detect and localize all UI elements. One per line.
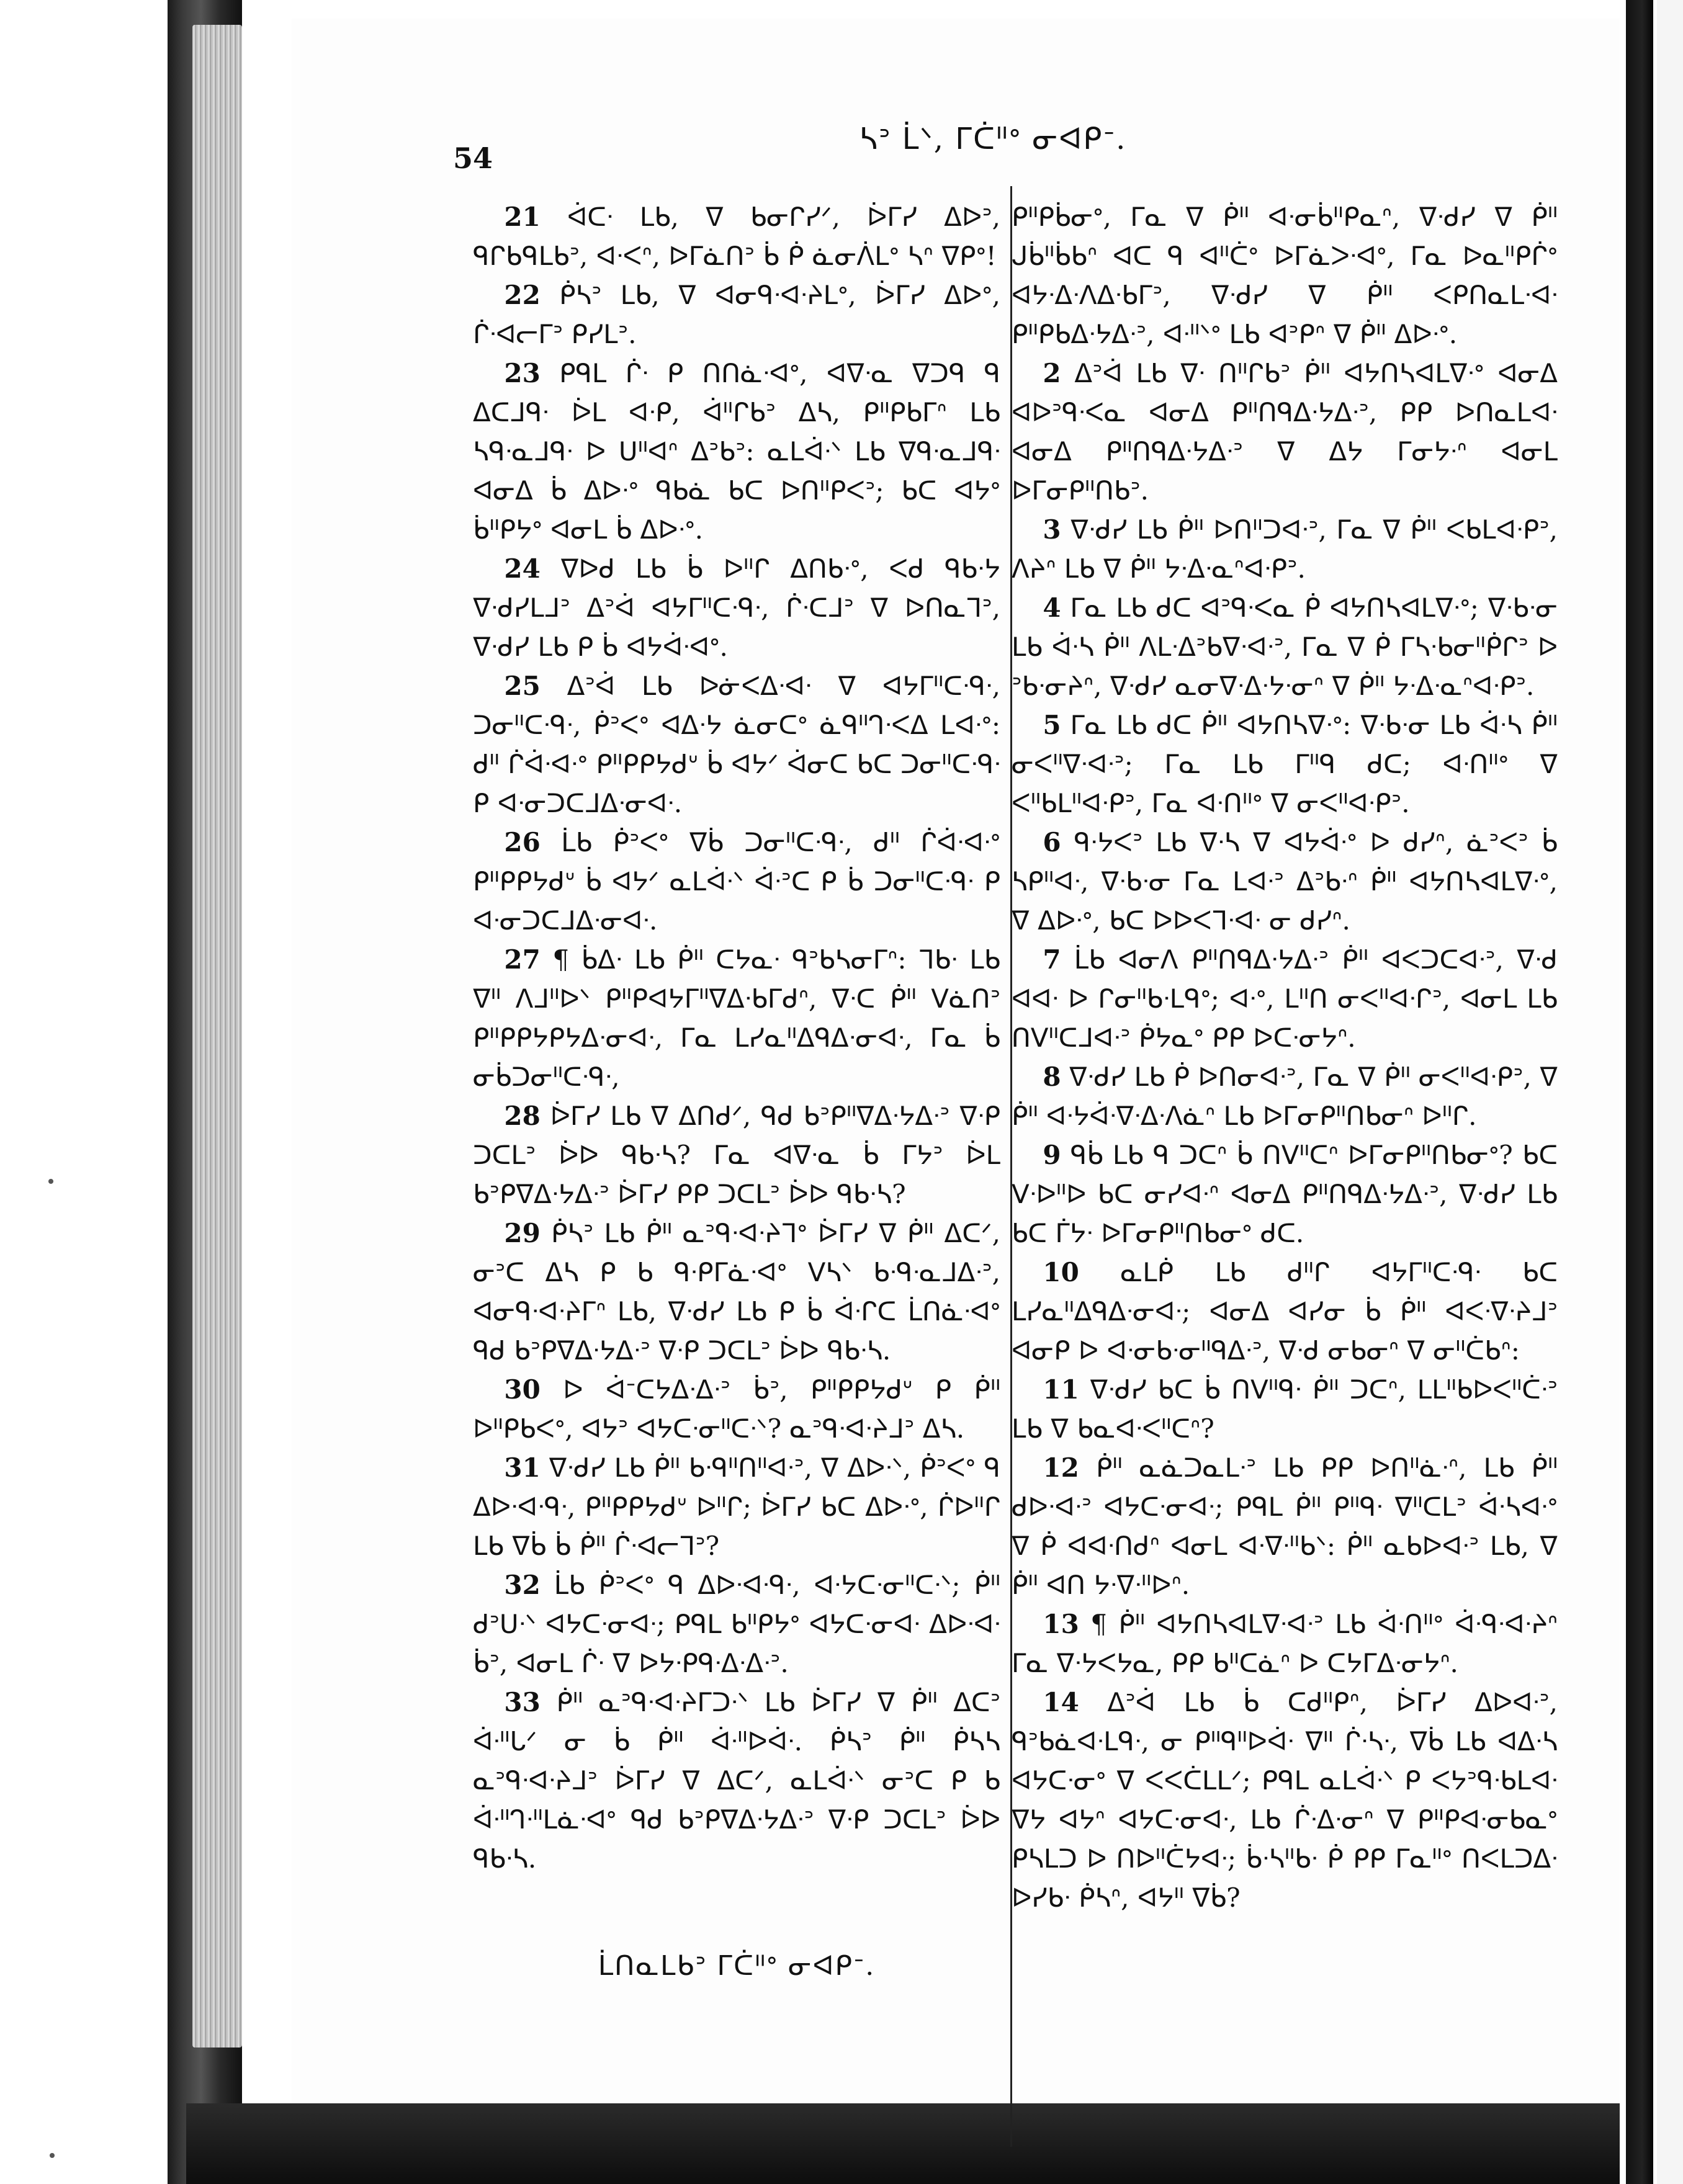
verse-number: 24: [504, 553, 541, 584]
verse-text: ᒫᑲ ᑮᐣᐸᐤ ᐁᑳ ᑐᓂᐦᑕᐧᑫᐧ, ᑯᐦ ᒌᐋᐧᐊᐧᐤ ᑭᐦᑭᑭᔭᑯᐡ ᑳ ᐊᔭᐟ ᓇᒪᐋᐧᐠ ᐋᐧᐣᑕ ᑭ ᑳ ᑐᓂᐦᑕᐧᑫᐧ ᑭ ᐊᐧᓂᑐᑕᒧᐃᐧᓂᐊᐧ.: [473, 827, 1000, 936]
verse-paragraph: [1012, 588, 1558, 705]
verse-number: 12: [1043, 1452, 1079, 1483]
verse-paragraph: [1012, 1604, 1558, 1683]
verse-paragraph: [1012, 1683, 1558, 1917]
verse-text: ᐁᐧᑯᓯ ᒪᑲ ᑮ ᐅᑎᓂᐊᐧᐣ, ᒥᓇ ᐁ ᑮᐦ ᓂᐸᐦᐊᐧᑭᐣ, ᐁ ᑮᐦ ᐊᐧᔭᐋᐧᐁᐧᐃᐧᐱᓈᐢ ᒪᑲ ᐅᒥᓂᑭᐦᑎᑲᓂᐢ ᐅᐦᒋ.: [1012, 1062, 1558, 1131]
verse-paragraph: [1012, 197, 1558, 354]
verse-text: ᓇᒪᑮ ᒪᑲ ᑯᐦᒋ ᐊᔭᒥᐦᑕᐧᑫᐧ ᑲᑕ ᒪᓯᓇᐦᐃᑫᐃᐧᓂᐊᐧ; ᐊᓂᐃ ᐊᓯᓂ ᑳ ᑮᐦ ᐊᐸᐧᐁᐧᔨᒧᐣ ᐊᓂᑭ ᐅ ᐊᐧᓂᑲᐧᓂᐦᑫᐃᐧᐣ, ᐁᐧᑯ ᓂᑲᓂᐢ ᐁ ᓂᐦᑖᑲᐢ:: [1012, 1257, 1558, 1366]
verse-paragraph: [473, 1448, 1000, 1565]
verse-paragraph: [473, 1565, 1000, 1683]
verse-number: 11: [1043, 1374, 1079, 1405]
right-column: [987, 197, 1558, 1917]
scan-background-left: [0, 0, 161, 2184]
verse-number: 23: [504, 358, 541, 388]
verse-number: 8: [1043, 1062, 1061, 1092]
verse-number: 31: [504, 1452, 541, 1483]
verse-text: ᐆᒥᓯ ᒪᑲ ᐁ ᐃᑎᑯᐟ, ᑫᑯ ᑲᐣᑭᐦᐁᐃᐧᔭᐃᐧᐣ ᐁᐧᑭ ᑐᑕᒪᐣ ᐆᐅ ᑫᑲᐧᓴ? ᒥᓇ ᐊᐁᐧᓇ ᑳ ᒥᔭᐣ ᐆᒪ ᑲᐣᑭᐁᐃᐧᔭᐃᐧᐣ ᐆᒥᓯ ᑭᑭ ᑐᑕᒪᐣ ᐆᐅ ᑫᑲᐧᓴ?: [473, 1101, 1000, 1209]
verse-text: ᑮᐦ ᓇᓈᑐᓇᒪᐧᐣ ᒪᑲ ᑭᑭ ᐅᑎᐦᓈᐧᐢ, ᒪᑲ ᑮᐦ ᑯᐅᐧᐊᐧᐣ ᐊᔭᑕᐧᓂᐊᐧ; ᑭᑫᒪ ᑮᐦ ᑭᐦᑫᐧ ᐁᐦᑕᒪᐣ ᐋᐧᓴᐊᐧᐤ ᐁ ᑮ ᐊᐊᐧᑎᑯᐢ ᐊᓂᒪ ᐊᐧᐁᐧᐦᑲᐠ: ᑮᐦ ᓇᑲᐅᐊᐧᐣ ᒪᑲ, ᐁ ᑮᐦ ᐊᑎ ᔭᐧᐁᐧᐦᐅᐢ.: [1012, 1452, 1558, 1600]
verse-paragraph: [1012, 705, 1558, 823]
verse-paragraph: [473, 354, 1000, 549]
verse-number: 25: [504, 671, 541, 701]
verse-number: 27: [504, 944, 541, 975]
verse-number: 29: [504, 1218, 541, 1248]
verse-paragraph: [1012, 1253, 1558, 1370]
verse-number: 5: [1043, 710, 1061, 740]
verse-text: ¶ ᑮᐦ ᐊᔭᑎᓴᐊᒪᐁᐧᐊᐧᐣ ᒪᑲ ᐋᐧᑎᐦᐤ ᐋᐧᑫᐧᐊᐧᔨᐢ ᒥᓇ ᐁᐧᔭᐸᔭᓇ, ᑭᑭ ᑲᐦᑕᓈᐢ ᐅ ᑕᔭᒥᐃᐧᓂᔭᐢ.: [1012, 1609, 1558, 1678]
verse-number: 2: [1043, 358, 1061, 388]
verse-paragraph: [1012, 940, 1558, 1057]
verse-paragraph: [473, 549, 1000, 666]
verse-paragraph: [473, 1370, 1000, 1448]
verse-number: 6: [1043, 827, 1061, 857]
verse-text: ᑮᐦ ᓇᐣᑫᐧᐊᐧᔨᒥᑐᐧᐠ ᒪᑲ ᐆᒥᓯ ᐁ ᑮᐦ ᐃᑕᐣ ᐋᐧᐦᒐᐟ ᓂ ᑳ ᑮᐦ ᐋᐧᐦᐅᐋᐧ. ᑮᓴᐣ ᑮᐦ ᑮᓴᓴ ᓇᐣᑫᐧᐊᐧᔨᒧᐣ ᐆᒥᓯ ᐁ ᐃᑕᐟ, ᓇᒪᐋᐧᐠ ᓂᐣᑕ ᑭ ᑲ ᐋᐧᐦᒉᐧᐦᒪᓈᐧᐊᐤ ᑫᑯ ᑲᐣᑭᐁᐃᐧᔭᐃᐧᐣ ᐁᐧᑭ ᑐᑕᒪᐣ ᐆᐅ ᑫᑲᐧᓴ.: [473, 1687, 1000, 1874]
verse-number: 10: [1043, 1257, 1079, 1287]
verse-paragraph: [1012, 1057, 1558, 1135]
verse-paragraph: [1012, 823, 1558, 940]
verse-text: ᐅ ᐋᐨᑕᔭᐃᐧᐃᐧᐣ ᑳᐣ, ᑭᐦᑭᑭᔭᑯᐡ ᑭ ᑮᐦ ᐅᐦᑭᑲᐸᐤ, ᐊᔭᐣ ᐊᔭᑕᐧᓂᐦᑕᐧᐠ? ᓇᐣᑫᐧᐊᐧᔨᒧᐣ ᐃᓴ.: [473, 1374, 1000, 1444]
book-spine-edge: [168, 0, 242, 2184]
verse-number: 28: [504, 1101, 541, 1131]
verse-text: ᑫᑳ ᒪᑲ ᑫ ᑐᑕᐢ ᑳ ᑎᐯᐦᑕᐢ ᐅᒥᓂᑭᐦᑎᑲᓂᐤ? ᑲᑕ ᐯᐧᐅᐦᐅ ᑲᑕ ᓂᓯᐊᐧᐢ ᐊᓂᐃ ᑭᐦᑎᑫᐃᐧᔭᐃᐧᐣ, ᐁᐧᑯᓯ ᒪᑲ ᑲᑕ ᒦᔭᐧ ᐅᒥᓂᑭᐦᑎᑲᓂᐤ ᑯᑕ.: [1012, 1140, 1558, 1248]
verse-text: ᒫᑲ ᐊᓂᐱ ᑭᐦᑎᑫᐃᐧᔭᐃᐧᐣ ᑮᐦ ᐊᐸᑐᑕᐊᐧᐣ, ᐁᐧᑯ ᐊᐊᐧ ᐅ ᒋᓂᐦᑲᐧᒪᑫᐤ; ᐊᐧᐤ, ᒪᐦᑎ ᓂᐸᐦᐊᐧᒋᐣ, ᐊᓂᒪ ᒪᑲ ᑎᐯᐦᑕᒧᐊᐧᐣ ᑮᔭᓇᐤ ᑭᑭ ᐅᑕᐧᓂᔭᐢ.: [1012, 944, 1558, 1053]
scan-speck: [50, 2153, 55, 2158]
verse-text: ᐁᐧᑯᓯ ᒪᑲ ᑮᐦ ᑲᐧᑫᐦᑎᐦᐊᐧᐣ, ᐁ ᐃᐅᐧᐠ, ᑮᐣᐸᐤ ᑫ ᐃᐅᐧᐊᐧᑫᐧ, ᑭᐦᑭᑭᔭᑯᐡ ᐅᐦᒋ; ᐆᒥᓯ ᑲᑕ ᐃᐅᐧᐤ, ᒌᐅᐦᒋ ᒪᑲ ᐁᑳ ᑳ ᑮᐦ ᒌᐧᐊᓕᒣᐣ?: [473, 1452, 1000, 1561]
section-heading: ᒫᑎᓇᒪᑲᐣ ᒥᑖᐦᐤ ᓂᐊᑭᐨ.: [598, 1950, 876, 1982]
verse-number: 4: [1043, 593, 1061, 623]
verse-text: ¶ ᑳᐃᐧ ᒪᑲ ᑮᐦ ᑕᔭᓇᐧ ᑫᐣᑲᓴᓂᒥᐢ: ᒣᑲᐧ ᒪᑲ ᐁᐦ ᐱᒧᐦᐅᐠ ᑭᐦᑭᐊᔭᒥᐦᐁᐃᐧᑲᒥᑯᐢ, ᐁᐧᑕ ᑮᐦ ᐯᓈᑎᐣ ᑭᐦᑭᑭᔭᑭᔭᐃᐧᓂᐊᐧ, ᒥᓇ ᒪᓯᓇᐦᐃᑫᐃᐧᓂᐊᐧ, ᒥᓇ ᑳ ᓂᑳᑐᓂᐦᑕᐧᑫᐧ,: [473, 944, 1000, 1092]
verse-text: ᐃᐣᐋ ᒪᑲ ᐅᓃᐸᐃᐧᐊᐧ ᐁ ᐊᔭᒥᐦᑕᐧᑫᐧ, ᑐᓂᐦᑕᐧᑫᐧ, ᑮᐣᐸᐤ ᐊᐃᐧᔭ ᓈᓂᑕᐤ ᓈᑫᐦᒉᐧᐸᐃ ᒪᐊᐧᐤ: ᑯᐦ ᒌᐋᐧᐊᐧᐤ ᑭᐦᑭᑭᔭᑯᐡ ᑳ ᐊᔭᐟ ᐋᓂᑕ ᑲᑕ ᑐᓂᐦᑕᐧᑫᐧ ᑭ ᐊᐧᓂᑐᑕᒧᐃᐧᓂᐊᐧ.: [473, 671, 1000, 818]
verse-paragraph: [473, 666, 1000, 823]
scan-background-right: [1620, 0, 1683, 2184]
verse-paragraph: [473, 197, 1000, 275]
verse-number: 9: [1043, 1140, 1061, 1170]
verse-text: ᒫᑲ ᑮᐣᐸᐤ ᑫ ᐃᐅᐧᐊᐧᑫᐧ, ᐊᐧᔭᑕᐧᓂᐦᑕᐧᐠ; ᑮᐦ ᑯᐣᑌᐧᐠ ᐊᔭᑕᐧᓂᐊᐧ; ᑭᑫᒪ ᑲᐦᑭᔭᐤ ᐊᔭᑕᐧᓂᐊᐧ ᐃᐅᐧᐊᐧ ᑳᐣ, ᐊᓂᒪ ᒌᐧ ᐁ ᐅᔭᐧᑭᑫᐧᐃᐧᐃᐧᐣ.: [473, 1570, 1000, 1678]
verse-paragraph: [473, 1096, 1000, 1214]
scan-speck: [48, 1179, 53, 1184]
verse-paragraph: [1012, 354, 1558, 510]
verse-number: 13: [1043, 1609, 1079, 1639]
verse-number: 33: [504, 1687, 541, 1717]
verse-number: 26: [504, 827, 541, 857]
verse-text: ᒥᓇ ᒪᑲ ᑯᑕ ᐊᐣᑫᐧᐸᓇ ᑮ ᐊᔭᑎᓴᐊᒪᐁᐧᐤ; ᐁᐧᑲᐧᓂ ᒪᑲ ᐋᐧᓴ ᑮᐦ ᐱᒪᐧᐃᐣᑲᐁᐧᐊᐧᐣ, ᒥᓇ ᐁ ᑮ ᒥᓴᐧᑲᓂᐦᑮᒋᐣ ᐅ ᐣᑲᐧᓂᔨᐢ, ᐁᐧᑯᓯ ᓇᓂᐁᐧᐃᐧᔭᐧᓂᐢ ᐁ ᑮᐦ ᔭᐧᐃᐧᓇᐢᐊᐧᑭᐣ.: [1012, 593, 1558, 701]
verse-paragraph: [473, 1683, 1000, 1878]
left-column: [473, 197, 1000, 2045]
facing-page-edge: [1657, 0, 1683, 2184]
verse-number: 32: [504, 1570, 541, 1600]
facing-page-shadow: [1626, 0, 1653, 2184]
page-number: 54: [453, 141, 493, 175]
verse-text: ᑮᓴᐣ ᒪᑲ, ᐁ ᐊᓂᑫᐧᐊᐧᔨᒪᐤ, ᐆᒥᓯ ᐃᐅᐤ, ᒌᐧᐊᓕᒥᐣ ᑭᓯᒪᐣ.: [473, 280, 1000, 349]
page-block-edge: [192, 25, 242, 2048]
verse-text: ᐁᐧᑯᓯ ᑲᑕ ᑳ ᑎᐯᐦᑫᐧ ᑮᐦ ᑐᑕᐢ, ᒪᒪᐦᑲᐅᐸᐦᑖᐧᐣ ᒪᑲ ᐁ ᑲᓇᐊᐧᐸᐦᑕᐢ?: [1012, 1374, 1558, 1444]
verse-paragraph: [1012, 1135, 1558, 1253]
verse-number: 7: [1043, 944, 1061, 975]
verse-number: 22: [504, 280, 541, 310]
verse-text: ᐁᐅᑯ ᒪᑲ ᑳ ᐅᐦᒋ ᐃᑎᑲᐧᐤ, ᐸᑯ ᑫᑲᐧᔭ ᐁᐧᑯᓯᒪᒧᐣ ᐃᐣᐋ ᐊᔭᒥᐦᑕᐧᑫᐧ, ᒌᐧᑕᒧᐣ ᐁ ᐅᑎᓇᒣᐣ, ᐁᐧᑯᓯ ᒪᑲ ᑭ ᑳ ᐊᔭᐋᐧᐊᐤ.: [473, 553, 1000, 662]
verse-number: 3: [1043, 514, 1061, 545]
verse-text: ᐋᑕᐧ ᒪᑲ, ᐁ ᑲᓂᒋᓯᐟ, ᐆᒥᓯ ᐃᐅᐣ, ᑫᒋᑲᑫᒪᑲᐣ, ᐊᐧᐸᐢ, ᐅᒥᓈᑎᐣ ᑳ ᑮ ᓈᓂᐲᒪᐤ ᓴᐢ ᐁᑭᐤ!: [473, 202, 1000, 271]
verse-number: 30: [504, 1374, 541, 1405]
verse-text: ᑫᐧᔭᐸᐣ ᒪᑲ ᐁᐧᓴ ᐁ ᐊᔭᐋᐧᐤ ᐅ ᑯᓯᐢ, ᓈᐣᐸᐣ ᑳ ᓴᑭᐦᐊᐧ, ᐁᐧᑲᐧᓂ ᒥᓇ ᒪᐊᐧᐣ ᐃᐣᑲᐧᐢ ᑮᐦ ᐊᔭᑎᓴᐊᒪᐁᐧᐤ, ᐁ ᐃᐅᐧᐤ, ᑲᑕ ᐅᐅᐸᒣᐧᐊᐧ ᓂ ᑯᓯᐢ.: [1012, 827, 1558, 936]
verse-text: ᑭᐦᑭᑳᓂᐤ, ᒥᓇ ᐁ ᑮᐦ ᐊᐧᓂᑳᐦᑭᓇᐢ, ᐁᐧᑯᓯ ᐁ ᑮᐦ ᒍᑳᐦᑳᑲᐢ ᐊᑕ ᑫ ᐊᐦᑖᐤ ᐅᒥᓈᐳᐧᐊᐤ, ᒥᓇ ᐅᓇᐦᑭᒌᐤ ᐊᔭᐧᐃᐧᐱᐃᐧᑲᒥᐣ, ᐁᐧᑯᓯ ᐁ ᑮᐦ ᐸᑭᑎᓇᒪᐧᐊᐧ ᑭᐦᑭᑲᐃᐧᔭᐃᐧᐣ, ᐊᐧᐦᐠᐤ ᒪᑲ ᐊᐣᑭᐢ ᐁ ᑮᐦ ᐃᐅᐧᐤ.: [1012, 202, 1558, 349]
verse-paragraph: [1012, 1370, 1558, 1448]
book-bottom-edge: [186, 2103, 1632, 2184]
verse-paragraph: [1012, 510, 1558, 588]
verse-text: ᐃᐣᐋ ᒪᑲ ᑳ ᑕᑯᐦᑭᐢ, ᐆᒥᓯ ᐃᐅᐊᐧᐣ, ᑫᐣᑲᓈᐊᐧᒪᑫᐧ, ᓂ ᑭᐦᑫᐦᐅᐋᐧ ᐁᐦ ᒌᐧᓴᐧ, ᐁᑳ ᒪᑲ ᐊᐃᐧᓴ ᐊᔭᑕᐧᓂᐤ ᐁ ᐸᐸᑖᒪᒪᐟ; ᑭᑫᒪ ᓇᒪᐋᐧᐠ ᑭ ᐸᔭᐣᑫᐧᑲᒪᐊᐧ ᐁᔭ ᐊᔭᐢ ᐊᔭᑕᐧᓂᐊᐧ, ᒪᑲ ᒌᐧᐃᐧᓂᐢ ᐁ ᑭᐦᑭᐊᐧᓂᑲᓇᐤ ᑭᓴᒪᑐ ᐅ ᑎᐅᐦᑖᔭᐊᐧ; ᑳᐧᓴᐦᑲᐧ ᑮ ᑭᑭ ᒥᓇᐦᐤ ᑎᐸᒪᑐᐃᐧ ᐅᓯᑲᐧ ᑮᓴᐢ, ᐊᔭᐦ ᐁᑳ?: [1012, 1687, 1558, 1913]
verse-paragraph: [473, 823, 1000, 940]
verse-text: ᐃᐣᐋ ᒪᑲ ᐁᐧ ᑎᐦᒋᑲᐣ ᑮᐦ ᐊᔭᑎᓴᐊᒪᐁᐧᐤ ᐊᓂᐃ ᐊᐅᐣᑫᐧᐸᓇ ᐊᓂᐃ ᑭᐦᑎᑫᐃᐧᔭᐃᐧᐣ, ᑭᑭ ᐅᑎᓇᒪᐊᐧ ᐊᓂᐃ ᑭᐦᑎᑫᐃᐧᔭᐃᐧᐣ ᐁ ᐃᔭ ᒥᓂᔭᐧᐢ ᐊᓂᒪ ᐅᒥᓂᑭᐦᑎᑲᐣ.: [1012, 358, 1558, 506]
verse-paragraph: [473, 1214, 1000, 1370]
verse-paragraph: [1012, 1448, 1558, 1604]
verse-text: ᐁᐧᑯᓯ ᒪᑲ ᑮᐦ ᐅᑎᐦᑐᐊᐧᐣ, ᒥᓇ ᐁ ᑮᐦ ᐸᑲᒪᐊᐧᑭᐣ, ᐱᔨᐢ ᒪᑲ ᐁ ᑮᐦ ᔭᐧᐃᐧᓇᐢᐊᐧᑭᐣ.: [1012, 514, 1558, 584]
verse-number: 14: [1043, 1687, 1079, 1717]
verse-number: 21: [504, 202, 541, 232]
verse-paragraph: [473, 275, 1000, 354]
running-head: ᓴᐣ ᒫᐠ, ᒥᑖᐦᐤ ᓂᐊᑭᐨ.: [859, 122, 1127, 156]
verse-paragraph: [473, 940, 1000, 1096]
verse-text: ᒥᓇ ᒪᑲ ᑯᑕ ᑮᐦ ᐊᔭᑎᓴᐁᐧᐤ: ᐁᐧᑲᐧᓂ ᒪᑲ ᐋᐧᓴ ᑮᐦ ᓂᐸᐦᐁᐧᐊᐧᐣ; ᒥᓇ ᒪᑲ ᒥᐦᑫ ᑯᑕ; ᐊᐧᑎᐦᐤ ᐁ ᐸᐦᑲᒪᐦᐊᐧᑭᐣ, ᒥᓇ ᐊᐧᑎᐦᐤ ᐁ ᓂᐸᐦᐊᐧᑭᐣ.: [1012, 710, 1558, 818]
verse-text: ᑮᓴᐣ ᒪᑲ ᑮᐦ ᓇᐣᑫᐧᐊᐧᔨᒣᐤ ᐆᒥᓯ ᐁ ᑮᐦ ᐃᑕᐟ, ᓂᐣᑕ ᐃᓴ ᑭ ᑲ ᑫᐧᑭᒥᓈᐧᐊᐤ ᐯᓴᐠ ᑲᐧᑫᐧᓇᒧᐃᐧᐣ, ᐊᓂᑫᐧᐊᐧᔨᒥᐢ ᒪᑲ, ᐁᐧᑯᓯ ᒪᑲ ᑭ ᑳ ᐋᐧᒋᑕ ᒫᑎᓈᐧᐊᐤ ᑫᑯ ᑲᐣᑭᐁᐃᐧᔭᐃᐧᐣ ᐁᐧᑭ ᑐᑕᒪᐣ ᐆᐅ ᑫᑲᐧᓴ.: [473, 1218, 1000, 1366]
verse-text: ᑭᑫᒪ ᒌᐧ ᑭ ᑎᑎᓈᐧᐊᐤ, ᐊᐁᐧᓇ ᐁᑐᑫ ᑫ ᐃᑕᒧᑫᐧ ᐆᒪ ᐊᐧᑭ, ᐋᐦᒋᑲᐣ ᐃᓴ, ᑭᐦᑭᑲᒥᐢ ᒪᑲ ᓴᑫᐧᓇᒧᑫᐧ ᐅ ᑌᐦᐊᐢ ᐃᐣᑲᐣ: ᓇᒪᐋᐧᐠ ᒪᑲ ᐁᑫᐧᓇᒧᑫᐧ ᐊᓂᐃ ᑳ ᐃᐅᐧᐤ ᑫᑲᓈ ᑲᑕ ᐅᑎᐦᑭᐸᐣ; ᑲᑕ ᐊᔭᐤ ᑳᐦᑭᔭᐤ ᐊᓂᒪ ᑳ ᐃᐅᐧᐤ.: [473, 358, 1000, 545]
